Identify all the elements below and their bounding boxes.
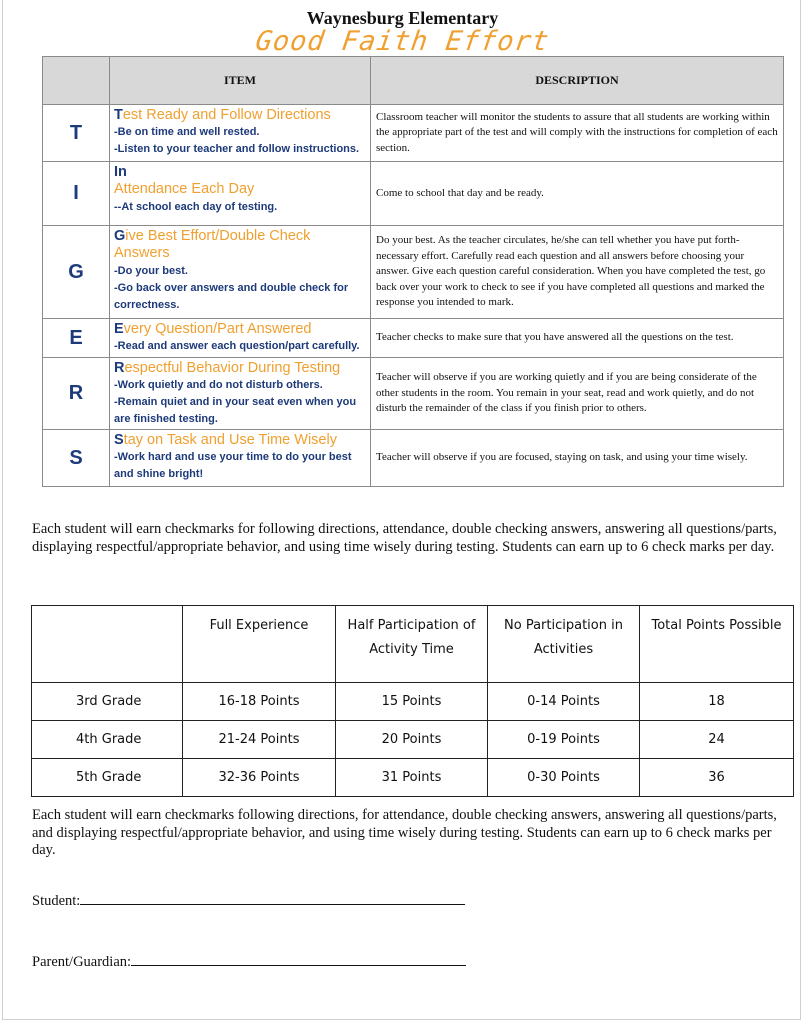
points-cell: 24 bbox=[640, 721, 794, 759]
paragraph-checkmarks-2: Each student will earn checkmarks following directions, for attendance, double checking answers, answering all questions/parts, and displaying respectful/appropriate behavior, and using time wisely during testing. Students can earn up to 6 check marks per day. bbox=[32, 807, 777, 858]
points-cell: 36 bbox=[640, 759, 794, 797]
points-cell: 18 bbox=[640, 683, 794, 721]
points-cell: 31 Points bbox=[336, 759, 488, 797]
points-cell: 0-19 Points bbox=[488, 721, 640, 759]
item-title: Respectful Behavior During Testing bbox=[114, 360, 341, 376]
tigers-letter: I bbox=[43, 162, 110, 226]
tigers-row-t bbox=[43, 105, 784, 162]
points-row-4th-grade bbox=[32, 721, 794, 759]
student-blank-line[interactable] bbox=[80, 892, 465, 905]
points-header-cell bbox=[32, 606, 183, 683]
item-subline: -Do your best. bbox=[114, 264, 188, 277]
tigers-description: Teacher will observe if you are working quietly and if you are being considerate of the other students in the room. You remain in your seat, read and work quietly, and do not disturb the remainder of the class if you finish prior to others. bbox=[371, 358, 784, 430]
tigers-row-g bbox=[43, 226, 784, 319]
points-header-row bbox=[32, 606, 794, 683]
points-cell: 32-36 Points bbox=[183, 759, 336, 797]
tigers-item bbox=[110, 226, 371, 319]
parent-label: Parent/Guardian: bbox=[32, 954, 132, 970]
item-subline: -Read and answer each question/part carefully. bbox=[114, 340, 360, 353]
item-subline: -Listen to your teacher and follow instructions. bbox=[114, 143, 360, 156]
item-title: In Attendance Each Day bbox=[114, 164, 255, 198]
points-cell: 0-14 Points bbox=[488, 683, 640, 721]
item-title: Give Best Effort/Double Check Answers bbox=[114, 228, 311, 262]
points-header-cell: No Participation in Activities bbox=[488, 606, 640, 683]
tigers-item bbox=[110, 358, 371, 430]
tigers-item bbox=[110, 105, 371, 162]
grade-cell: 3rd Grade bbox=[32, 683, 183, 721]
school-name: Waynesburg Elementary bbox=[306, 8, 499, 28]
parent-signature-line bbox=[32, 953, 466, 971]
item-subline: -Remain quiet and in your seat even when you are finished testing. bbox=[114, 396, 357, 426]
points-header-cell: Half Participation of Activity Time bbox=[336, 606, 488, 683]
item-subline: -Work hard and use your time to do your best and shine bright! bbox=[114, 451, 352, 481]
item-title: Stay on Task and Use Time Wisely bbox=[114, 432, 337, 448]
points-cell: 16-18 Points bbox=[183, 683, 336, 721]
tigers-item bbox=[110, 430, 371, 487]
tigers-header-item: ITEM bbox=[110, 57, 371, 105]
item-subline: -Go back over answers and double check for correctness. bbox=[114, 281, 349, 311]
tigers-letter: T bbox=[43, 105, 110, 162]
points-header-cell: Full Experience bbox=[183, 606, 336, 683]
grade-cell: 4th Grade bbox=[32, 721, 183, 759]
tigers-header-row bbox=[43, 57, 784, 105]
tigers-table bbox=[42, 56, 784, 487]
points-row-3rd-grade bbox=[32, 683, 794, 721]
points-header-cell: Total Points Possible bbox=[640, 606, 794, 683]
points-cell: 15 Points bbox=[336, 683, 488, 721]
tigers-description: Classroom teacher will monitor the students to assure that all students are working within the appropriate part of the test and will comply with the instructions for completion of each section. bbox=[371, 105, 784, 162]
item-subline: -Be on time and well rested. bbox=[114, 126, 260, 139]
tigers-row-r bbox=[43, 358, 784, 430]
item-title: Every Question/Part Answered bbox=[114, 321, 312, 337]
good-faith-effort-title: Good Faith Effort bbox=[253, 26, 552, 57]
paragraph-checkmarks-1: Each student will earn checkmarks for following directions, attendance, double checking answers, answering all questions/parts, displaying respectful/appropriate behavior, and using time wisely during testing. Students can earn up to 6 check marks per day. bbox=[32, 521, 777, 555]
tigers-description: Teacher checks to make sure that you have answered all the questions on the test. bbox=[371, 319, 784, 358]
item-subline: -Work quietly and do not disturb others. bbox=[114, 379, 323, 392]
item-subline: --At school each day of testing. bbox=[114, 200, 278, 213]
tigers-description: Teacher will observe if you are focused, staying on task, and using your time wisely. bbox=[371, 430, 784, 487]
tigers-header-blank bbox=[43, 57, 110, 105]
tigers-letter: G bbox=[43, 226, 110, 319]
tigers-letter: E bbox=[43, 319, 110, 358]
points-table bbox=[31, 605, 794, 797]
tigers-row-e bbox=[43, 319, 784, 358]
grade-cell: 5th Grade bbox=[32, 759, 183, 797]
tigers-item bbox=[110, 319, 371, 358]
points-cell: 21-24 Points bbox=[183, 721, 336, 759]
points-row-5th-grade bbox=[32, 759, 794, 797]
points-cell: 0-30 Points bbox=[488, 759, 640, 797]
tigers-row-s bbox=[43, 430, 784, 487]
tigers-letter: R bbox=[43, 358, 110, 430]
item-title: Test Ready and Follow Directions bbox=[114, 107, 331, 123]
parent-blank-line[interactable] bbox=[131, 953, 466, 966]
tigers-description: Come to school that day and be ready. bbox=[371, 162, 784, 226]
tigers-letter: S bbox=[43, 430, 110, 487]
tigers-description: Do your best. As the teacher circulates, he/she can tell whether you have put forth-necessary effort. Carefully read each question and all answers before choosing your answer. Give each question careful consideration. When you have completed the test, go back over your work to check to see if you have completed all questions and marked the response you intended to mark. bbox=[371, 226, 784, 319]
points-cell: 20 Points bbox=[336, 721, 488, 759]
tigers-row-i bbox=[43, 162, 784, 226]
tigers-item bbox=[110, 162, 371, 226]
tigers-header-description: DESCRIPTION bbox=[371, 57, 784, 105]
student-label: Student: bbox=[32, 893, 81, 909]
student-signature-line bbox=[32, 892, 465, 910]
